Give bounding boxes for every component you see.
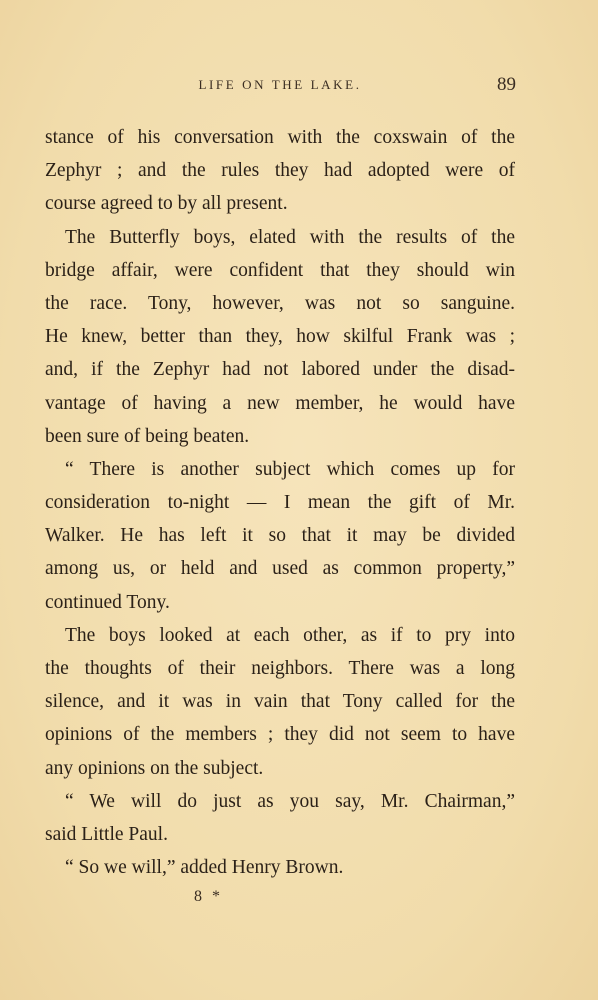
- text-line: The Butterfly boys, elated with the results of the: [65, 226, 515, 248]
- text-line: “ So we will,” added Henry Brown.: [65, 857, 344, 879]
- text-line: course agreed to by all present.: [45, 193, 288, 215]
- text-line: said Little Paul.: [45, 823, 168, 845]
- text-line: the race. Tony, however, was not so sanguine.: [45, 292, 515, 314]
- page-number: 89: [497, 74, 516, 95]
- text-line: The boys looked at each other, as if to pry into: [65, 624, 515, 646]
- text-line: “ We will do just as you say, Mr. Chairman,”: [65, 790, 515, 812]
- text-line: been sure of being beaten.: [45, 425, 250, 447]
- text-line: Zephyr ; and the rules they had adopted were of: [45, 160, 515, 182]
- text-line: and, if the Zephyr had not labored under the disad-: [45, 359, 515, 381]
- signature-mark: 8 *: [194, 888, 223, 905]
- text-line: any opinions on the subject.: [45, 757, 264, 779]
- text-line: Walker. He has left it so that it may be divided: [45, 525, 515, 547]
- running-title: LIFE ON THE LAKE.: [198, 77, 362, 92]
- body-text: [45, 121, 515, 884]
- running-header: [44, 74, 516, 98]
- text-line: vantage of having a new member, he would have: [45, 392, 515, 414]
- text-line: opinions of the members ; they did not seem to have: [45, 724, 515, 746]
- text-line: consideration to-night — I mean the gift of Mr.: [45, 492, 515, 514]
- text-line: He knew, better than they, how skilful Frank was ;: [45, 326, 515, 348]
- text-line: among us, or held and used as common property,”: [45, 558, 515, 580]
- text-line: silence, and it was in vain that Tony called for the: [45, 691, 515, 713]
- text-line: “ There is another subject which comes up for: [65, 458, 515, 480]
- text-line: bridge affair, were confident that they should win: [45, 259, 515, 281]
- text-line: the thoughts of their neighbors. There was a long: [45, 658, 515, 679]
- text-line: continued Tony.: [45, 591, 170, 613]
- text-line: stance of his conversation with the coxswain of the: [45, 127, 515, 148]
